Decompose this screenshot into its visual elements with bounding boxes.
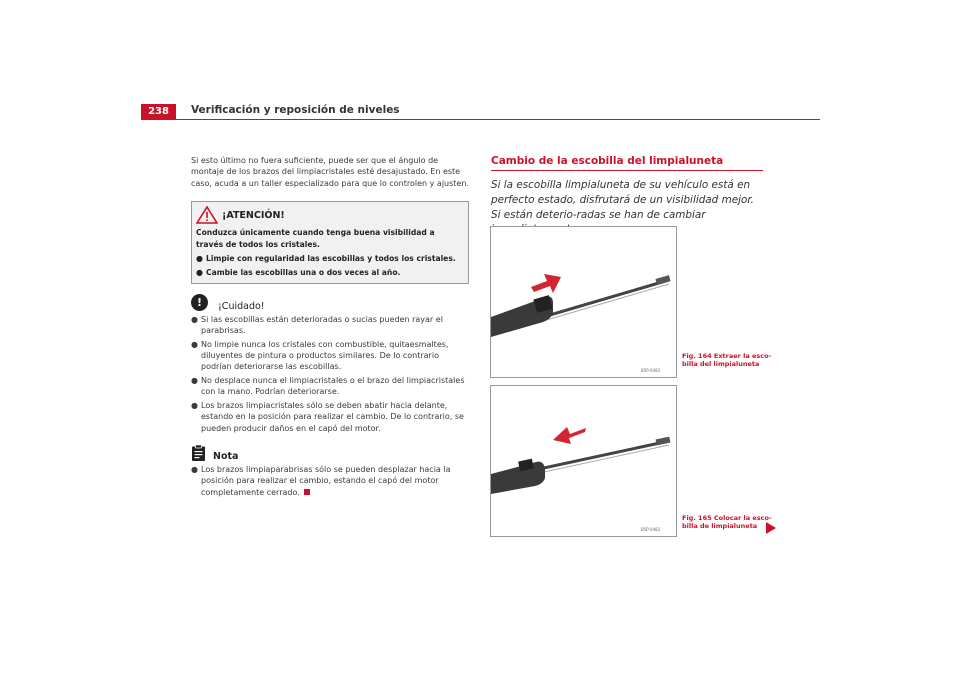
section-end-marker: [304, 489, 310, 495]
intro-paragraph: Si esto último no fuera suficiente, puede ser que el ángulo de montaje de los brazos del limpiacristales esté desajustado. En este caso, acuda a un taller especializado para que lo controlen y ajusten.: [191, 156, 469, 188]
caution-title: ¡Cuidado!: [218, 301, 265, 313]
note-title: Nota: [213, 450, 239, 462]
left-column: [191, 155, 469, 498]
warning-text: Conduzca únicamente cuando tenga buena visibilidad a través de todos los cristales.: [196, 228, 435, 249]
bullet-icon: ●: [196, 254, 203, 264]
warning-item-text: Cambie las escobillas una o dos veces al año.: [206, 268, 401, 278]
list-item: [196, 267, 462, 278]
list-item: [191, 375, 469, 398]
figure-caption: Fig. 165 Colocar la esco-billa de limpialuneta: [682, 514, 772, 531]
caution-header: [191, 294, 469, 312]
figure-attach-wiper-blade: [490, 385, 677, 537]
warning-item-text: Limpie con regularidad las escobillas y todos los cristales.: [206, 254, 456, 264]
note-item-text: Los brazos limpiaparabrisas sólo se pueden desplazar hacia la posición para realizar el cambio, estando el capó del motor completamente cerrado.: [201, 464, 451, 497]
lead-paragraph: Si la escobilla limpialuneta de su vehículo está en perfecto estado, disfrutará de un visibilidad mejor. Si están deterio-radas se han de cambiar: [491, 179, 754, 221]
bullet-icon: ●: [191, 464, 198, 474]
bullet-icon: ●: [196, 268, 203, 278]
bullet-icon: ●: [191, 400, 198, 410]
figure-remove-wiper-blade: [490, 226, 677, 378]
right-column: [491, 155, 763, 237]
caution-item-text: No limpie nunca los cristales con combustible, quitaesmaltes, diluyentes de pintura o productos similares. De lo contrario podrían deteriorarse las escobillas.: [201, 339, 449, 372]
section-title: Cambio de la escobilla del limpialuneta: [491, 155, 763, 171]
bullet-icon: ●: [191, 339, 198, 349]
caution-item-text: Los brazos limpiacristales sólo se deben abatir hacia delante, estando en la posición para realizar el cambio. De lo contrario, se pueden producir daños en el capó del motor.: [201, 400, 464, 433]
list-item: [191, 400, 469, 434]
bullet-icon: ●: [191, 375, 198, 385]
wiper-illustration-1: [491, 227, 676, 377]
note-header: [191, 444, 469, 462]
list-item: [191, 339, 469, 373]
next-page-arrow-icon[interactable]: [765, 522, 777, 534]
warning-box: [191, 201, 469, 284]
bullet-icon: ●: [191, 314, 198, 324]
caution-item-text: Si las escobillas están deterioradas o sucias pueden rayar el parabrisas.: [201, 314, 443, 336]
exclamation-circle-icon: !: [191, 294, 208, 311]
figure-caption: Fig. 164 Extraer la esco-billa del limpialuneta: [682, 352, 772, 369]
page-header-title: Verificación y reposición de niveles: [191, 104, 400, 116]
list-item: [196, 253, 462, 264]
figure-code: B5P-0482: [641, 527, 661, 532]
warning-triangle-icon: [196, 206, 218, 224]
note-clipboard-icon: [191, 444, 207, 462]
caution-item-text: No desplace nunca el limpiacristales o el brazo del limpiacristales con la mano. Podrían deteriorarse.: [201, 375, 465, 397]
list-item: [191, 464, 469, 498]
figure-code: B5P-0481: [641, 368, 661, 373]
wiper-illustration-2: [491, 386, 676, 536]
page-number: 238: [141, 104, 176, 119]
warning-title: ¡ATENCIÓN!: [222, 209, 285, 221]
warning-header: [196, 206, 462, 224]
list-item: [191, 314, 469, 337]
header-divider: [141, 119, 820, 120]
